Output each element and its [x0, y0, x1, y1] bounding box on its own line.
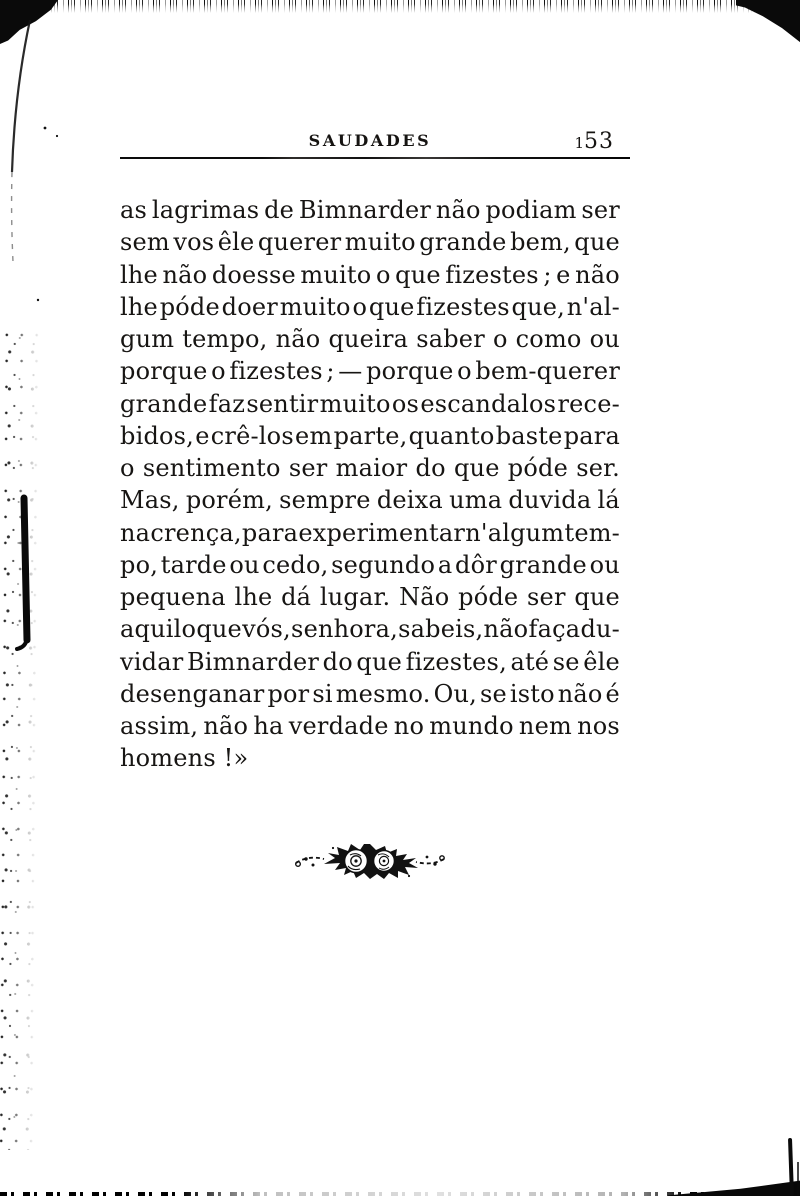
scan-streak-bottom-right-2 [797, 1162, 799, 1196]
word: rece- [557, 389, 620, 418]
word: que [574, 583, 620, 611]
word: os [391, 389, 420, 418]
text-line [120, 420, 620, 452]
word: tarde [160, 550, 227, 579]
word: si [312, 679, 333, 708]
word: muito [300, 260, 372, 289]
word: du- [580, 615, 620, 644]
word: gum [120, 325, 175, 353]
word: êle [583, 647, 620, 676]
word: sabeis, [398, 615, 484, 644]
scan-noise-bottom-line [0, 1192, 800, 1196]
word: não [275, 325, 321, 353]
word: do [415, 454, 446, 482]
word: Não [399, 583, 450, 611]
word: ; [326, 357, 335, 386]
word: pequena [120, 583, 226, 611]
word: na [120, 518, 151, 547]
text-line [120, 581, 620, 613]
word: desenganar [120, 679, 265, 708]
word: maior [335, 454, 408, 482]
word: ha [253, 712, 284, 740]
word: fizestes, [405, 647, 507, 676]
word: por [267, 679, 310, 708]
text-line [120, 388, 620, 420]
word: até [510, 647, 550, 676]
word: muito [344, 228, 416, 257]
ornament-container [120, 841, 620, 881]
word: baste [495, 421, 563, 450]
word: de [264, 196, 295, 224]
word: ou [589, 325, 620, 353]
word: para [563, 421, 620, 450]
text-line [120, 452, 620, 484]
word: sempre [279, 486, 371, 515]
word: lhe [120, 260, 158, 289]
running-header [120, 129, 620, 153]
word: e [556, 260, 571, 289]
word: doesse [211, 260, 296, 289]
floral-fleuron-icon [290, 842, 450, 880]
page-number-rest: 53 [584, 129, 614, 154]
word: que [574, 228, 620, 257]
text-line [120, 549, 620, 581]
word: se [552, 647, 580, 676]
text-line [120, 678, 620, 710]
word: deixa [376, 486, 443, 515]
word: lhe [120, 292, 158, 321]
word: o [457, 357, 472, 386]
word: duvida [508, 486, 592, 515]
word: a [437, 550, 453, 579]
word: muito [279, 292, 351, 321]
word: o [492, 325, 508, 353]
word: o [352, 292, 368, 321]
word: n'algum [465, 518, 565, 547]
word: crê-los [210, 421, 294, 450]
word: fizestes [416, 292, 510, 321]
word: fizestes [445, 260, 539, 289]
word: uma [449, 486, 503, 515]
text-line [120, 259, 620, 291]
word: bem, [510, 228, 571, 257]
word: ; [543, 260, 552, 289]
word: fizestes [229, 357, 323, 386]
word: póde [458, 583, 519, 611]
word: bem-querer [475, 357, 620, 386]
word: experimentar [298, 518, 466, 547]
word: ou [589, 550, 620, 579]
word: se [479, 679, 507, 708]
word: sem [120, 228, 170, 257]
word: o [211, 357, 226, 386]
word: porque [120, 357, 208, 386]
word: faz [208, 389, 246, 418]
word: senhora, [291, 615, 398, 644]
text-line [120, 323, 620, 355]
word: porque [366, 357, 454, 386]
word: mundo [429, 712, 514, 740]
word: aquilo [120, 615, 197, 644]
word: ser [288, 454, 328, 482]
word: para [241, 518, 299, 547]
text-line [120, 517, 620, 549]
word: Bimnarder [186, 647, 320, 676]
word: po, [120, 550, 159, 579]
word: sentimento [142, 454, 281, 482]
word: nem [518, 712, 572, 740]
word: dôr [455, 550, 497, 579]
word: não [557, 679, 603, 708]
word: muito [319, 389, 391, 418]
word: doer [221, 292, 278, 321]
word: vos [173, 228, 215, 257]
word: vós, [242, 615, 291, 644]
text-line-last: homens !» [120, 744, 249, 773]
word: que [453, 454, 500, 482]
word: as [120, 196, 148, 224]
word: não [575, 260, 620, 289]
word: no [393, 712, 425, 740]
word: nos [577, 712, 620, 740]
word: saber [416, 325, 485, 353]
text-line [120, 484, 620, 516]
word: que [395, 260, 441, 289]
word: ou [229, 550, 260, 579]
word: tempo, [182, 325, 268, 353]
word: do [322, 647, 353, 676]
word: como [515, 325, 582, 353]
word: ser [527, 583, 566, 611]
word: porém, [185, 486, 273, 515]
word: êle [217, 228, 255, 257]
word: grande [120, 389, 208, 418]
word: que [368, 292, 415, 321]
word: quanto [408, 421, 495, 450]
word: que [196, 615, 242, 644]
word: grande [419, 228, 507, 257]
text-line [120, 355, 620, 387]
scan-shadow-bottom-right [668, 1180, 800, 1196]
scan-shadow-top-right [736, 0, 800, 54]
word: podiam [485, 196, 577, 224]
word: que, [511, 292, 565, 321]
word: Mas, [120, 486, 180, 515]
text-line [120, 194, 620, 226]
word: póde [507, 454, 568, 482]
word: grande [499, 550, 587, 579]
word: faça [528, 615, 581, 644]
word: que [356, 647, 403, 676]
word: sentir [246, 389, 319, 418]
word: ser. [576, 454, 620, 482]
word: tem- [564, 518, 620, 547]
word: lhe [234, 583, 273, 611]
word: ser [581, 196, 620, 224]
word: isto [509, 679, 555, 708]
word: dá [281, 583, 312, 611]
scan-noise-top-band [0, 0, 800, 13]
word: Bimnarder [298, 196, 432, 224]
word: segundo [331, 550, 436, 579]
word: é [605, 679, 620, 708]
text-line [120, 291, 620, 323]
word: lugar. [319, 583, 391, 611]
word: bidos, [120, 421, 194, 450]
header-rule [120, 157, 630, 159]
text-line [120, 226, 620, 258]
word: querer [257, 228, 342, 257]
word: n'al- [566, 292, 620, 321]
page-number-digit: 1 [574, 134, 584, 152]
word: escandalos [420, 389, 557, 418]
scan-marks-left-edge [0, 0, 60, 700]
word: assim, [120, 712, 199, 740]
word: queira [328, 325, 409, 353]
word: não [483, 615, 529, 644]
text-line [120, 710, 620, 742]
word: não [162, 260, 208, 289]
word: não [203, 712, 249, 740]
word: o [120, 454, 135, 482]
word: póde [159, 292, 220, 321]
page-number [574, 129, 614, 154]
text-block [120, 194, 620, 775]
word: o [375, 260, 391, 289]
word: verdade [288, 712, 389, 740]
word: vidar [120, 647, 184, 676]
word: parte, [333, 421, 408, 450]
word: lá [597, 486, 620, 515]
word: lagrimas [151, 196, 260, 224]
word: em [295, 421, 333, 450]
word: cedo, [262, 550, 329, 579]
scan-streak-bottom-right [788, 1138, 794, 1196]
word: não [435, 196, 481, 224]
word: mesmo. [335, 679, 431, 708]
page-title: SAUDADES [308, 131, 432, 150]
word: Ou, [433, 679, 477, 708]
text-line [120, 646, 620, 678]
word: e [195, 421, 210, 450]
word: crença, [150, 518, 242, 547]
text-line [120, 613, 620, 645]
word: — [338, 357, 363, 386]
